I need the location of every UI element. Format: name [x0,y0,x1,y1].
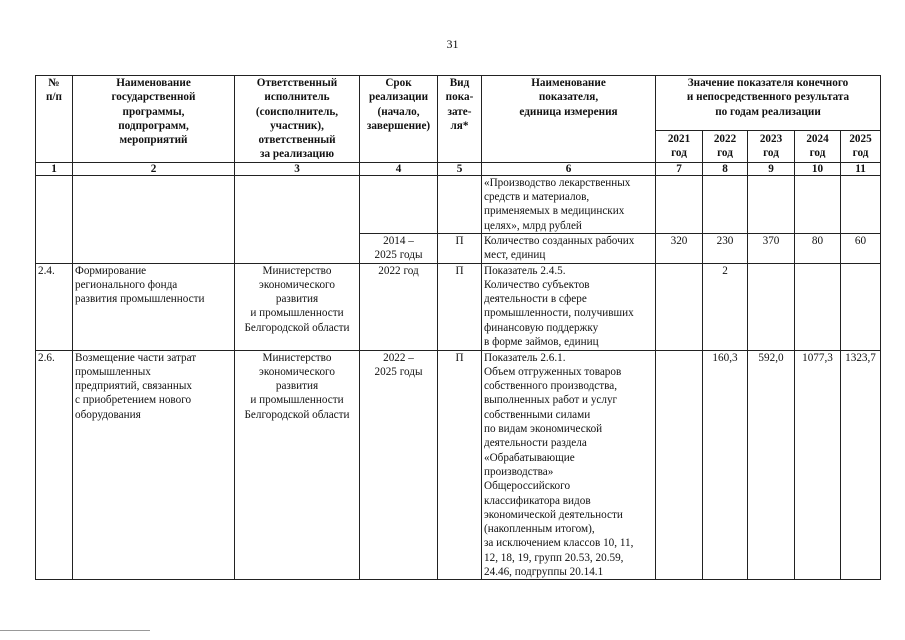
column-number: 11 [841,162,881,175]
row-program-name: Формирование регионального фонда развития промышленности [73,263,235,350]
row-indicator-type [438,175,482,233]
row-value-2021 [656,350,703,580]
header-year-2022: 2022 год [703,130,748,162]
row-value-2024: 80 [795,233,841,263]
row-indicator-type: П [438,263,482,350]
row-value-2023 [748,263,795,350]
header-indicator-name: Наименование показателя, единица измерения [482,76,656,163]
row-program-name [73,175,235,263]
row-value-2021: 320 [656,233,703,263]
column-number-row [36,162,881,175]
row-value-2024: 1077,3 [795,350,841,580]
row-value-2022: 2 [703,263,748,350]
column-number: 8 [703,162,748,175]
row-period [360,175,438,233]
column-number: 6 [482,162,656,175]
table-row [36,263,881,350]
page-number: 31 [446,37,459,51]
header-period: Срок реализации (начало, завершение) [360,76,438,163]
header-year-2024: 2024 год [795,130,841,162]
table-row [36,175,881,233]
row-value-2021 [656,175,703,233]
row-period: 2014 – 2025 годы [360,233,438,263]
footnote-divider [0,630,150,631]
row-number: 2.6. [36,350,73,580]
header-year-2023: 2023 год [748,130,795,162]
row-value-2022: 230 [703,233,748,263]
header-program-name: Наименование государственной программы, подпрограмм, мероприятий [73,76,235,163]
header-executor: Ответственный исполнитель (соисполнитель, участник), ответственный за реализацию [235,76,360,163]
table-row [36,350,881,580]
row-indicator-type: П [438,350,482,580]
row-indicator: Показатель 2.4.5. Количество субъектов деятельности в сфере промышленности, получивших финансовую поддержку в форме займов, единиц [482,263,656,350]
row-executor: Министерство экономического развития и промышленности Белгородской области [235,350,360,580]
row-executor [235,175,360,263]
column-number: 1 [36,162,73,175]
row-value-2023 [748,175,795,233]
row-indicator: «Производство лекарственных средств и материалов, применяемых в медицинских целях», млрд рублей [482,175,656,233]
row-value-2023: 592,0 [748,350,795,580]
header-values: Значение показателя конечного и непосредственного результата по годам реализации [656,76,881,131]
row-value-2024 [795,175,841,233]
column-number: 7 [656,162,703,175]
row-indicator-type: П [438,233,482,263]
row-value-2024 [795,263,841,350]
row-value-2025 [841,263,881,350]
row-value-2023: 370 [748,233,795,263]
column-number: 5 [438,162,482,175]
row-period: 2022 – 2025 годы [360,350,438,580]
row-executor: Министерство экономического развития и промышленности Белгородской области [235,263,360,350]
row-number [36,175,73,263]
row-indicator: Количество созданных рабочих мест, единиц [482,233,656,263]
column-number: 4 [360,162,438,175]
indicator-table [35,75,881,580]
row-period: 2022 год [360,263,438,350]
row-program-name: Возмещение части затрат промышленных предприятий, связанных с приобретением нового оборудования [73,350,235,580]
row-value-2021 [656,263,703,350]
header-year-2025: 2025 год [841,130,881,162]
header-year-2021: 2021 год [656,130,703,162]
header-indicator-type: Вид пока- зате- ля* [438,76,482,163]
row-value-2025 [841,175,881,233]
column-number: 2 [73,162,235,175]
header-num: № п/п [36,76,73,163]
row-indicator: Показатель 2.6.1. Объем отгруженных товаров собственного производства, выполненных работ и услуг собственными силами по видам экономической деятельности раздела «Обрабатывающие производства» Общероссийского классификатора видов экономической деятельности (накопленным итогом), за исключением классов 10, 11, 12, 18, 19, групп 20.53, 20.59, 24.46, подгруппы 20.14.1 [482,350,656,580]
row-value-2025: 60 [841,233,881,263]
row-value-2022: 160,3 [703,350,748,580]
column-number: 9 [748,162,795,175]
column-number: 10 [795,162,841,175]
row-value-2025: 1323,7 [841,350,881,580]
row-number: 2.4. [36,263,73,350]
column-number: 3 [235,162,360,175]
row-value-2022 [703,175,748,233]
